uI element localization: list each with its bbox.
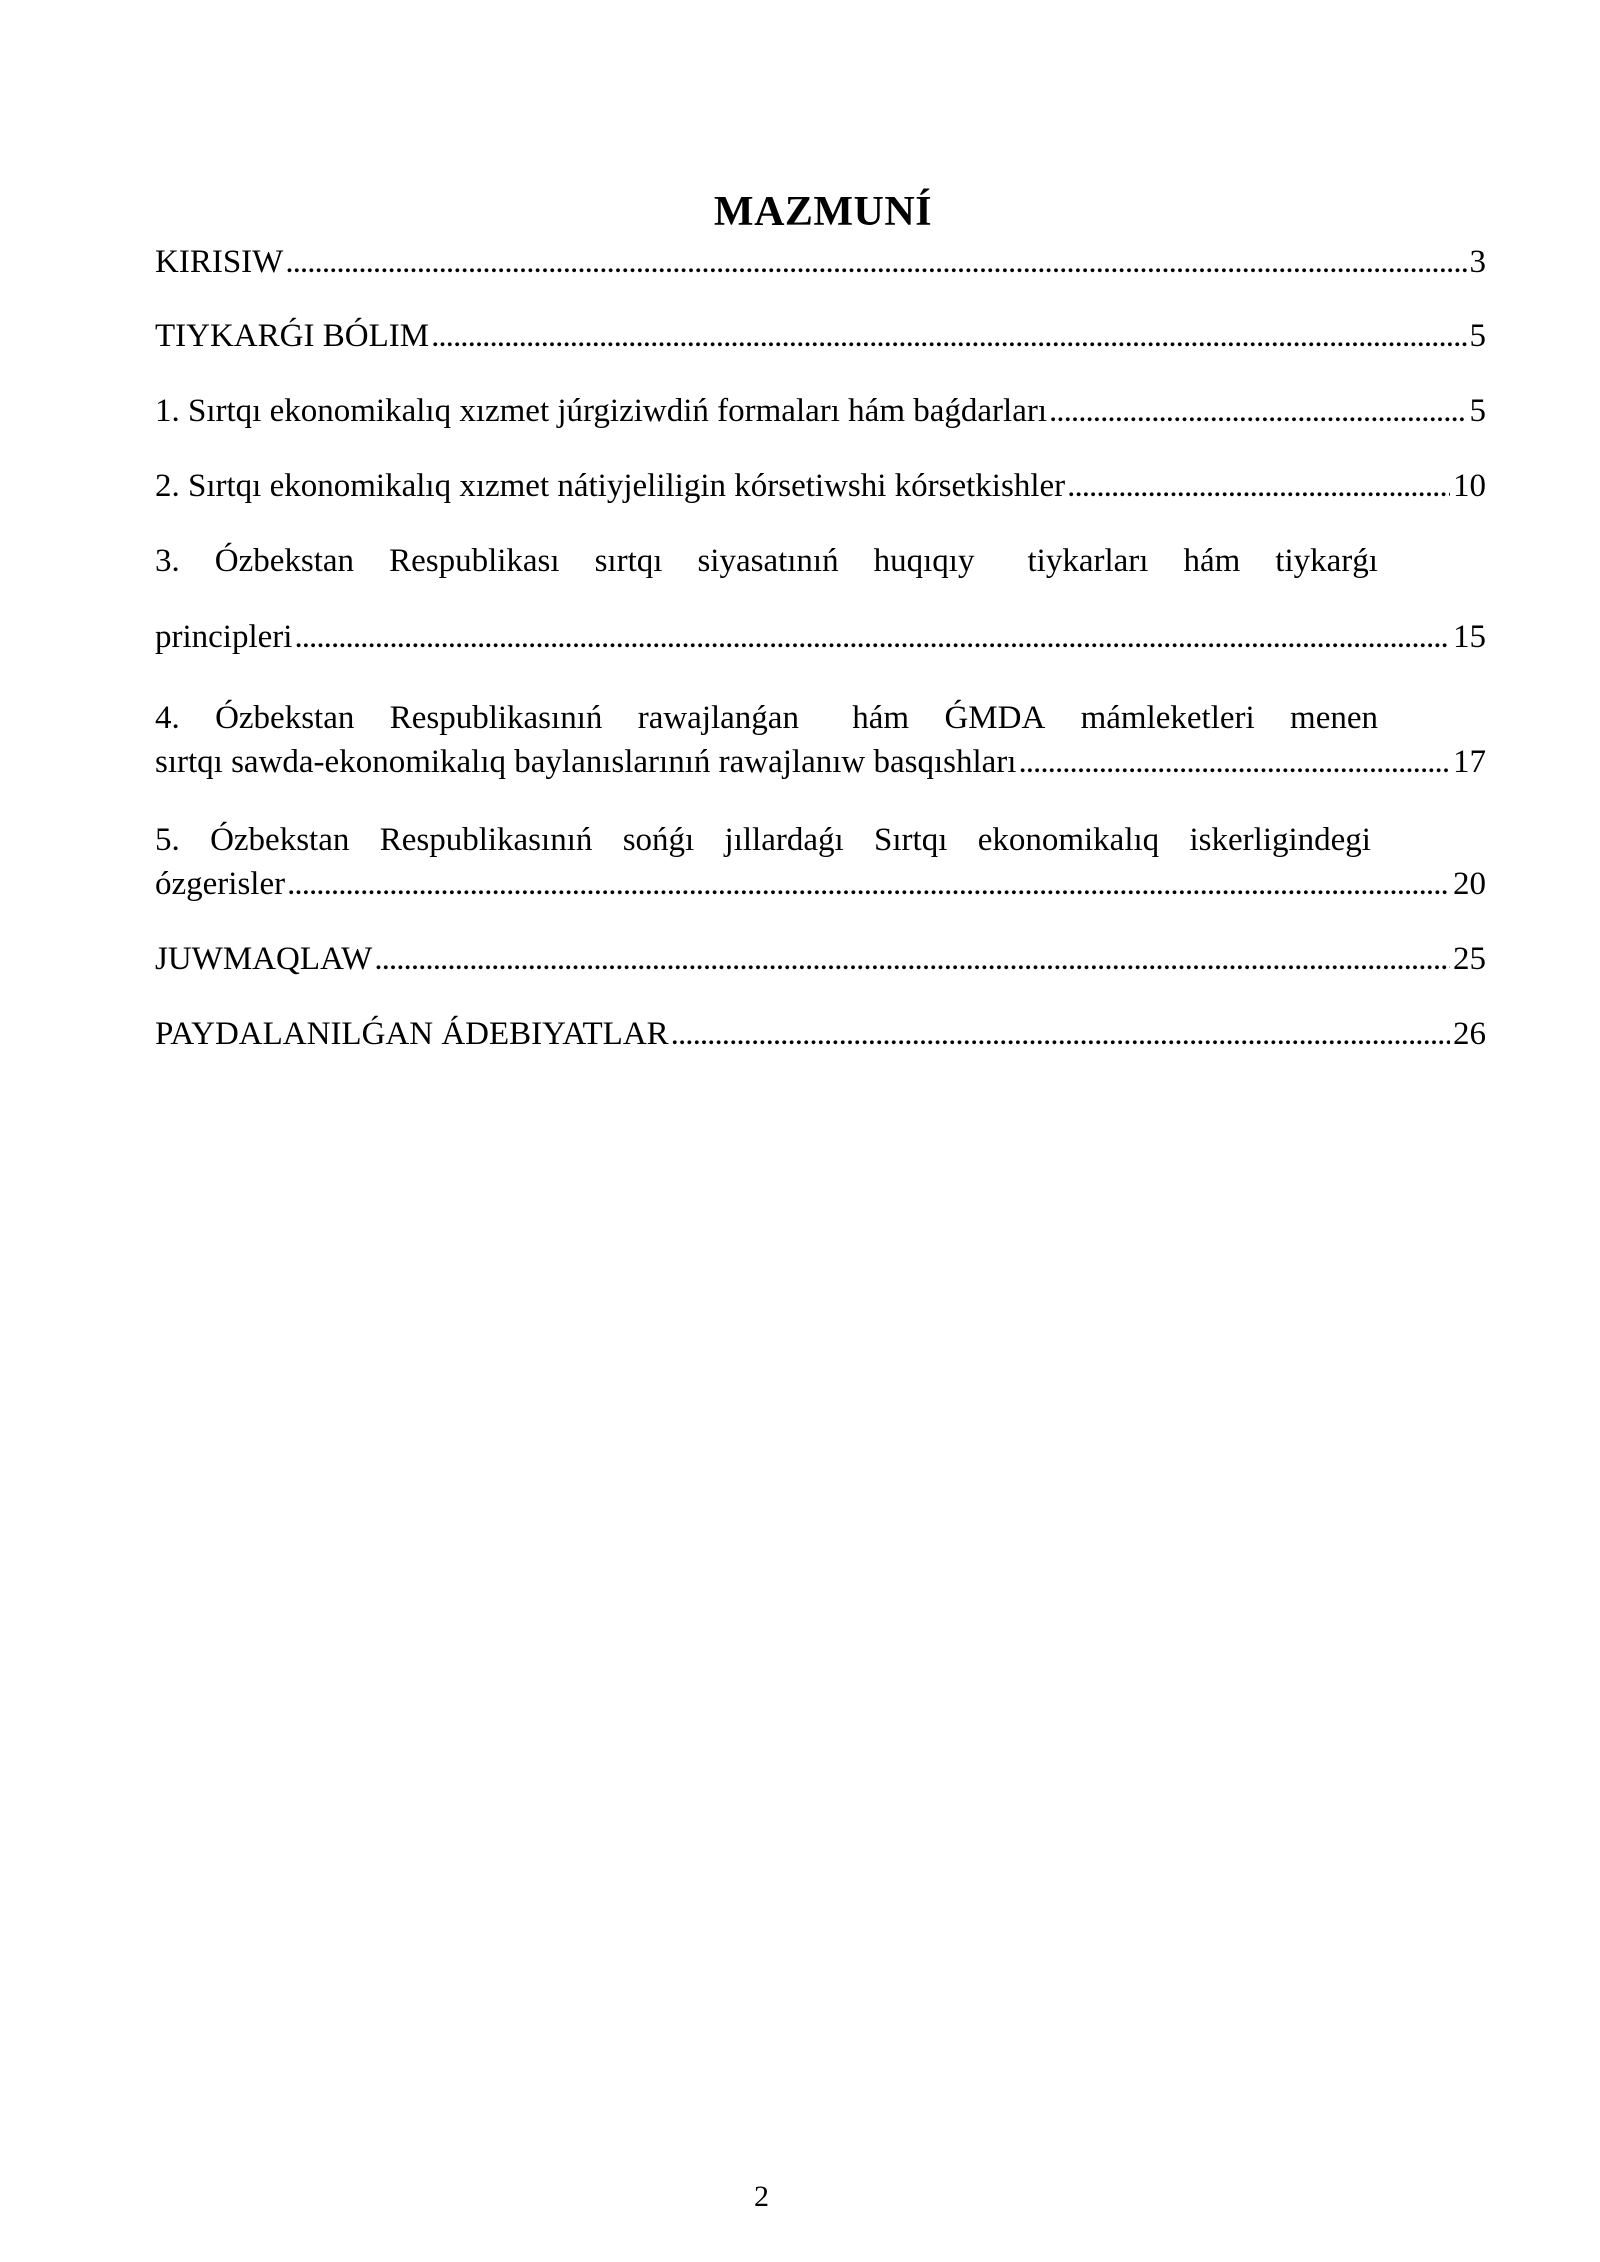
page-title: MAZMUNÍ xyxy=(713,189,933,235)
toc-entry-page: 15 xyxy=(1453,619,1486,655)
toc-entry-label: PAYDALANILǴAN ÁDEBIYATLAR xyxy=(155,1016,669,1052)
dot-leader xyxy=(1049,389,1467,433)
toc-entry-first-line: 3. Ózbekstan Respublikası sırtqı siyasatınıń huqıqıy tiykarları hám tiykarǵı xyxy=(155,543,1378,579)
toc-entry-label: 1. Sırtqı ekonomikalıq xızmet júrgiziwdiń formaları hám baǵdarları xyxy=(155,393,1047,429)
toc-entry-section-4[interactable] xyxy=(155,696,1486,784)
toc-entry-section-5[interactable] xyxy=(155,818,1486,906)
toc-entry-page: 20 xyxy=(1453,866,1486,902)
toc-entry-first-line: 4. Ózbekstan Respublikasınıń rawajlanǵan hám ǴMDA mámleketleri menen xyxy=(155,700,1378,736)
dot-leader xyxy=(1018,740,1450,784)
toc-entry-juwmaqlaw[interactable] xyxy=(155,937,1486,981)
toc-entry-page: 5 xyxy=(1469,393,1486,429)
toc-entry-section-2[interactable] xyxy=(155,464,1486,508)
toc-entry-label: principleri xyxy=(155,619,293,655)
dot-leader xyxy=(294,615,1450,659)
toc-entry-kirisiw[interactable] xyxy=(155,240,1486,284)
toc-entry-tiykargi-bolim[interactable] xyxy=(155,314,1486,358)
dot-leader xyxy=(671,1012,1450,1056)
toc-entry-page: 17 xyxy=(1453,744,1486,780)
toc-entry-label: TIYKARǴI BÓLIM xyxy=(155,318,430,354)
dot-leader xyxy=(287,862,1450,906)
toc-entry-page: 3 xyxy=(1469,244,1486,280)
toc-entry-section-1[interactable] xyxy=(155,389,1486,433)
toc-entry-label: ózgerisler xyxy=(155,866,286,902)
toc-entry-label: sırtqı sawda-ekonomikalıq baylanıslarınıń rawajlanıw basqıshları xyxy=(155,744,1017,780)
toc-entry-first-line: 5. Ózbekstan Respublikasınıń sońǵı jıllardaǵı Sırtqı ekonomikalıq iskerligindegi xyxy=(155,822,1371,858)
toc-entry-page: 5 xyxy=(1469,318,1486,354)
dot-leader xyxy=(431,314,1466,358)
toc-entry-page: 10 xyxy=(1453,468,1486,504)
toc-entry-label: KIRISIW xyxy=(155,244,284,280)
dot-leader xyxy=(374,937,1450,981)
toc-entry-label: JUWMAQLAW xyxy=(155,941,373,977)
dot-leader xyxy=(285,240,1466,284)
dot-leader xyxy=(1067,464,1450,508)
toc-entry-section-3[interactable] xyxy=(155,539,1486,659)
toc-entry-label: 2. Sırtqı ekonomikalıq xızmet nátiyjeliligin kórsetiwshi kórsetkishler xyxy=(155,468,1066,504)
toc-entry-page: 26 xyxy=(1453,1016,1486,1052)
toc-entry-page: 25 xyxy=(1453,941,1486,977)
toc-entry-adebiyatlar[interactable] xyxy=(155,1012,1486,1056)
page-number: 2 xyxy=(754,2180,769,2213)
